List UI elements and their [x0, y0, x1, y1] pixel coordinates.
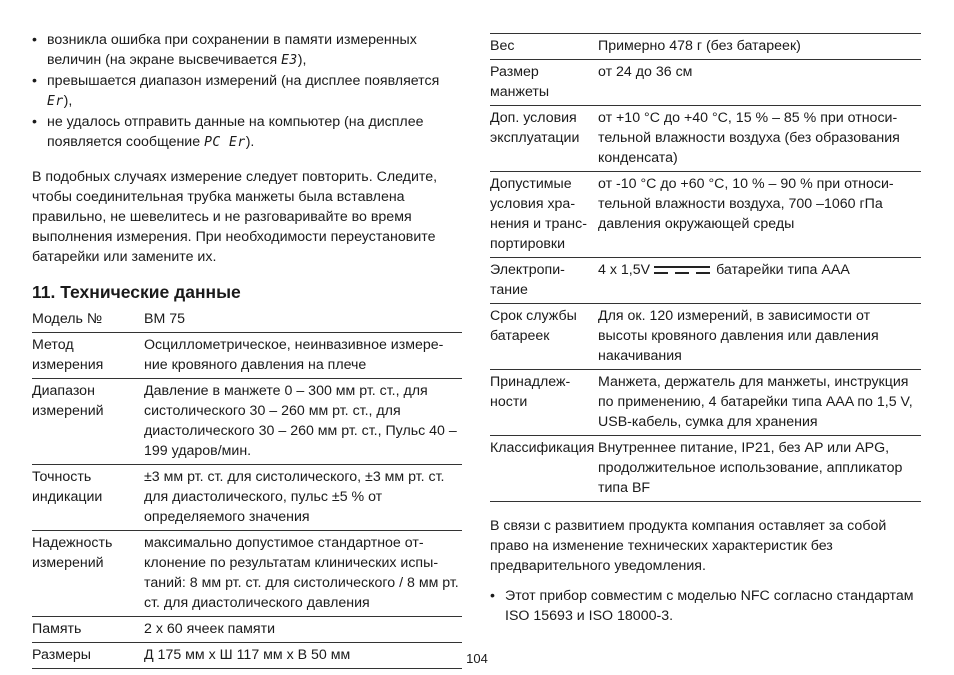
table-row: Размер манжеты от 24 до 36 см: [490, 60, 921, 106]
table-row: Память 2 х 60 ячеек памяти: [32, 617, 462, 643]
dc-symbol-icon: [654, 265, 710, 275]
display-code: E3: [281, 53, 298, 68]
table-row: Модель № BM 75: [32, 307, 462, 333]
list-item: • не удалось отправить данные на компьютер (на дисплее появляется сообщение PC Er).: [32, 114, 424, 150]
bullet-icon: •: [32, 114, 37, 130]
spec-table-right: [490, 33, 921, 502]
table-row: Размеры Д 175 мм х Ш 117 мм х В 50 мм: [32, 643, 462, 669]
display-code: PC Er: [204, 135, 246, 150]
table-row: Допустимые условия хранения и транспортировки от -10 °C до +60 °C, 10 % – 90 % при относительной влажности воздуха, 700 –1060 гПа давления окружающей среды: [490, 172, 921, 258]
bullet-icon: •: [32, 32, 37, 48]
table-row: Принадлежности Манжета, держатель для манжеты, инструкция по применению, 4 батарейки типа AAA по 1,5 V, USB-кабель, сумка для хранения: [490, 370, 921, 436]
page-number: 104: [466, 651, 488, 666]
spec-table-left: [32, 307, 462, 669]
table-row: Надежность измерений максимально допустимое стандартное отклонение по результатам клинических испытаний: 8 мм рт. ст. для систолического / 8 мм рт. ст. для диастолического давления: [32, 531, 462, 617]
table-row: Классификация Внутреннее питание, IP21, без AP или APG, продолжительное использование, аппликатор типа BF: [490, 436, 921, 502]
list-item: • превышается диапазон измерений (на дисплее появляется Er),: [32, 73, 440, 109]
repeat-measurement-paragraph: В подобных случаях измерение следует повторить. Следите, чтобы соединительная трубка манжеты была вставлена правильно, не шевелитесь и не разговаривайте во время выполнения измерения. При необходимости переустановите батарейки или замените их.: [32, 169, 438, 265]
bullet-icon: •: [490, 588, 495, 604]
table-row: Вес Примерно 478 г (без батареек): [490, 34, 921, 60]
table-row: Доп. условия эксплуатации от +10 °C до +40 °C, 15 % – 85 % при относительной влажности воздуха (без образования конденсата): [490, 106, 921, 172]
table-row: Точность индикации ±3 мм рт. ст. для систолического, ±3 мм рт. ст. для диастолического, пульс ±5 % от определяемого значения: [32, 465, 462, 531]
table-row: Срок службы батареек Для ок. 120 измерений, в зависимости от высоты кровяного давления или давления накачивания: [490, 304, 921, 370]
list-item: • Этот прибор совместим с моделью NFC согласно стандартам ISO 15693 и ISO 18000-3.: [490, 588, 914, 624]
display-code: Er: [47, 94, 64, 109]
table-row: Диапазон измерений Давление в манжете 0 – 300 мм рт. ст., для систолического 30 – 260 мм рт. ст., для диастолического 30 – 260 мм рт. ст., Пульс 40 –199 ударов/мин.: [32, 379, 462, 465]
section-heading: 11. Технические данные: [32, 282, 241, 302]
list-item: • возникла ошибка при сохранении в памяти измеренных величин (на экране высвечивается E3),: [32, 32, 417, 68]
table-row: Метод измерения Осциллометрическое, неинвазивное измерение кровяного давления на плече: [32, 333, 462, 379]
right-column: [490, 0, 921, 626]
bullet-icon: •: [32, 73, 37, 89]
left-column: [32, 0, 462, 669]
disclaimer-paragraph: В связи с развитием продукта компания оставляет за собой право на изменение технических характеристик без предварительного уведомления.: [490, 518, 887, 574]
error-list: [32, 30, 462, 153]
table-row: Электропитание 4 x 1,5V батарейки типа AAA: [490, 258, 921, 304]
nfc-list: [490, 586, 921, 626]
